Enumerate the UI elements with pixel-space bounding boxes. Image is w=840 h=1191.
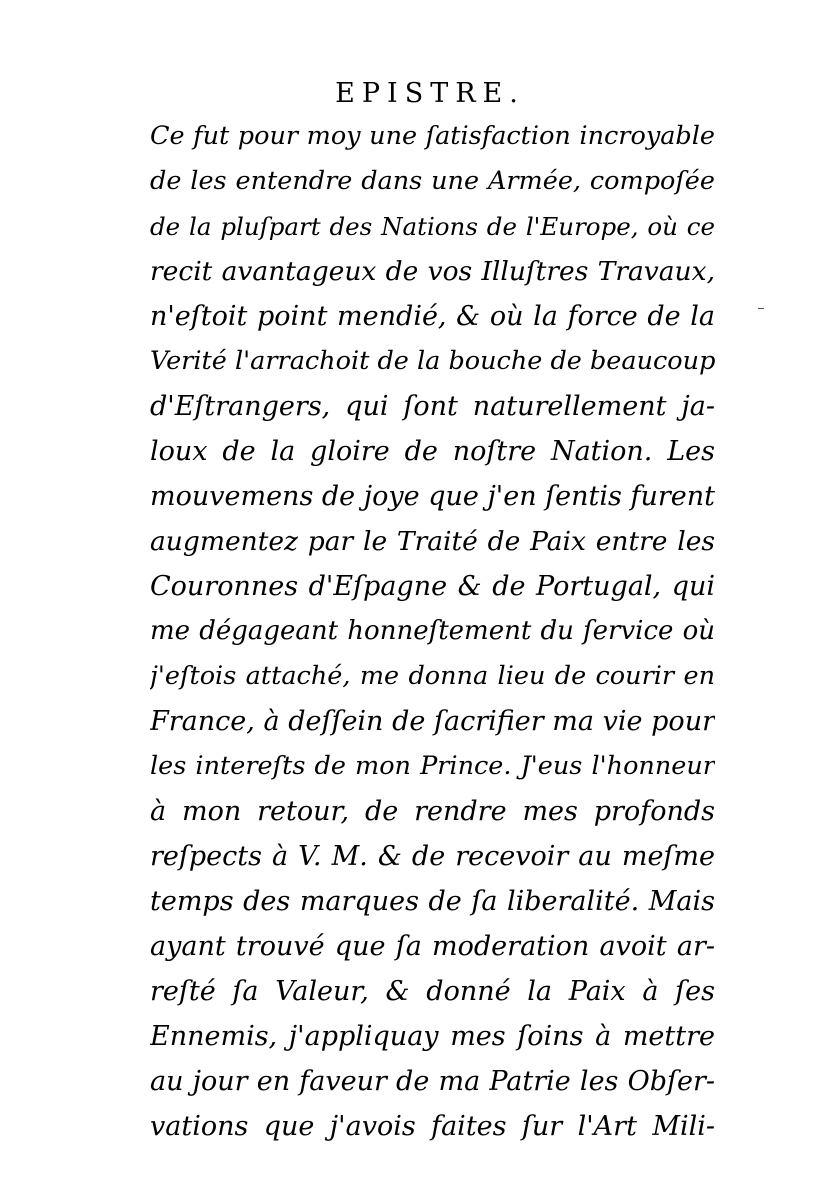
- body-text: [150, 114, 715, 1149]
- text-line: Ce fut pour moy une ſatisfaction incroyable: [150, 121, 715, 151]
- text-line: loux de la gloire de noſtre Nation. Les: [150, 436, 715, 467]
- text-line: j'eſtois attaché, me donna lieu de courir en: [150, 661, 715, 691]
- text-line: reſté ſa Valeur, & donné la Paix à ſes: [150, 976, 715, 1007]
- text-line: d'Eſtrangers, qui ſont naturellement ja-: [150, 391, 715, 422]
- running-title: EPISTRE.: [335, 78, 525, 109]
- text-line: ayant trouvé que ſa moderation avoit ar-: [150, 931, 715, 962]
- text-line: de la pluſpart des Nations de l'Europe, où ce: [150, 212, 715, 241]
- text-line: vations que j'avois faites ſur l'Art Mili-: [150, 1111, 715, 1142]
- text-line: n'eſtoit point mendié, & où la force de la: [150, 301, 715, 332]
- text-line: à mon retour, de rendre mes profonds: [150, 796, 715, 827]
- margin-mark: [758, 308, 764, 309]
- text-line: recit avantageux de vos Illuſtres Travaux,: [150, 256, 715, 287]
- text-line: augmentez par le Traité de Paix entre les: [150, 526, 715, 557]
- text-line: Verité l'arrachoit de la bouche de beaucoup: [150, 346, 715, 376]
- text-line: reſpects à V. M. & de recevoir au meſme: [150, 841, 715, 872]
- text-line: de les entendre dans une Armée, compoſée: [150, 166, 715, 196]
- text-line: Couronnes d'Eſpagne & de Portugal, qui: [150, 571, 715, 602]
- text-line: temps des marques de ſa liberalité. Mais: [150, 886, 715, 917]
- text-line: me dégageant honneſtement du ſervice où: [150, 616, 715, 646]
- text-line: Ennemis, j'appliquay mes ſoins à mettre: [150, 1021, 715, 1052]
- text-line: France, à deſſein de ſacrifier ma vie pour: [150, 706, 715, 737]
- text-line: les intereſts de mon Prince. J'eus l'honneur: [150, 751, 715, 781]
- text-line: au jour en faveur de ma Patrie les Obſer-: [150, 1066, 715, 1097]
- text-line: mouvemens de joye que j'en ſentis furent: [150, 481, 715, 512]
